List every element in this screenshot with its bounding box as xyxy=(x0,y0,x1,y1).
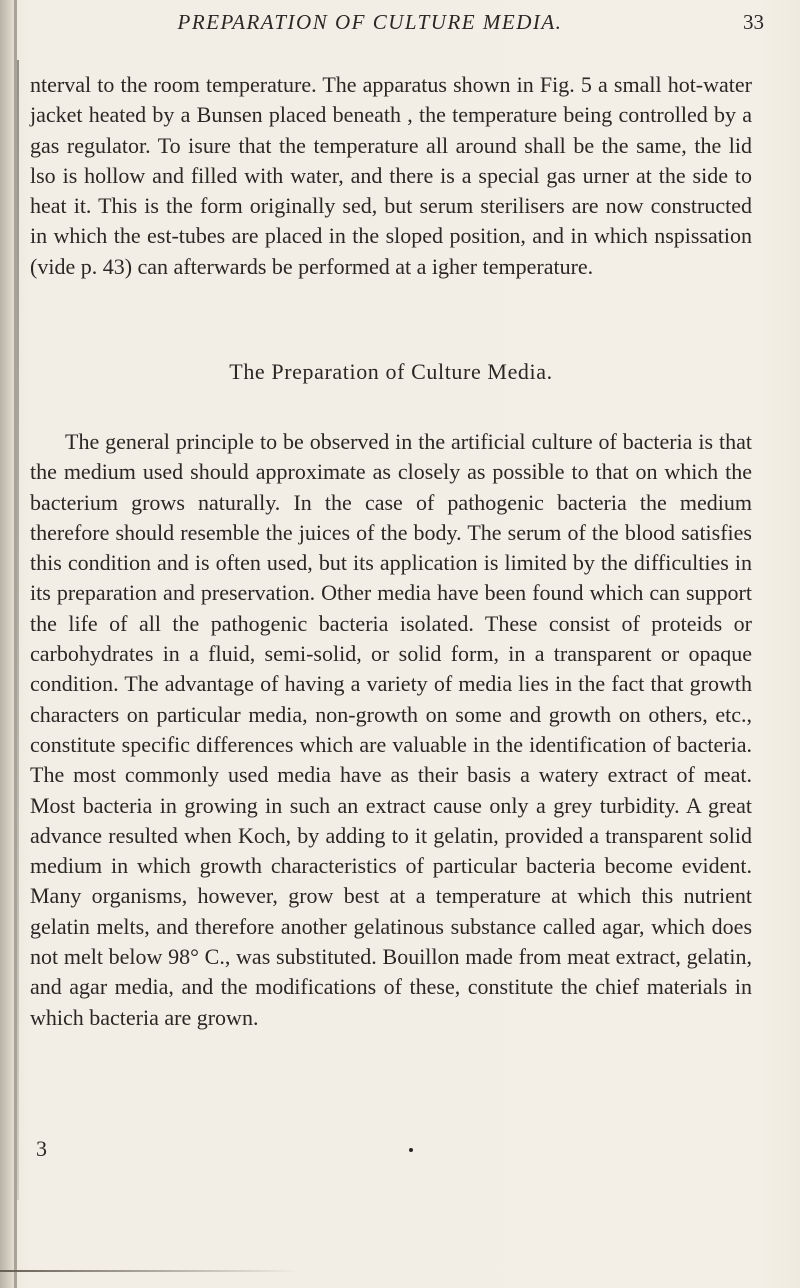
binding-gutter-shadow xyxy=(0,0,14,1288)
paragraph-text: The general principle to be observed in the artificial culture of bacteria is that the medium used should approximate as closely as possible to that on which the bacterium grows naturally. In the case of pathogenic bacteria the medium therefore should resemble the juices of the body. The serum of the blood satisfies this condition and is often used, but its application is limited by the difficulties in its preparation and preservation. Other media have been found which can support the life of all the pathogenic bacteria isolated. These consist of proteids or carbohydrates in a fluid, semi-solid, or solid form, in a transparent or opaque condition. The advantage of having a variety of media lies in the fact that growth characters on particular media, non-growth on some and growth on others, etc., constitute specific differences which are valuable in the identification of bacteria. The most commonly used media have as their basis a watery extract of meat. Most bacteria in growing in such an extract cause only a grey turbidity. A great advance resulted when Koch, by adding to it gelatin, provided a transparent solid medium in which growth characteristics of particular bacteria become evident. Many organisms, however, grow best at a temperature at which this nutrient gelatin melts, and therefore another gelatinous substance called agar, which does not melt below 98° C., was substituted. Bouillon made from meat extract, gelatin, and agar media, and the modifications of these, constitute the chief materials in which bacteria are grown. xyxy=(30,429,752,1030)
paragraph-text: nterval to the room temperature. The apparatus shown in Fig. 5 a small hot-water jacket heated by a Bunsen placed beneath , the temperature being controlled by a gas regulator. To isure that the temperature all around shall be the same, the lid lso is hollow and filled with water, and there is a special gas urner at the side to heat it. This is the form originally sed, but serum sterilisers are now constructed in which the est-tubes are placed in the sloped position, and in which nspissation (vide p. 43) can afterwards be performed at a igher temperature. xyxy=(30,72,752,279)
page-bottom-edge xyxy=(0,1270,300,1272)
running-header xyxy=(0,6,800,40)
page-number: 33 xyxy=(743,10,764,34)
running-title: PREPARATION OF CULTURE MEDIA. xyxy=(177,10,563,34)
paragraph-general-principle xyxy=(30,427,752,1033)
section-heading: The Preparation of Culture Media. xyxy=(229,359,553,384)
binding-edge-line xyxy=(17,60,19,1200)
paragraph-apparatus-description xyxy=(30,70,752,282)
signature-mark: 3 xyxy=(36,1136,47,1161)
print-speck xyxy=(409,1148,413,1152)
